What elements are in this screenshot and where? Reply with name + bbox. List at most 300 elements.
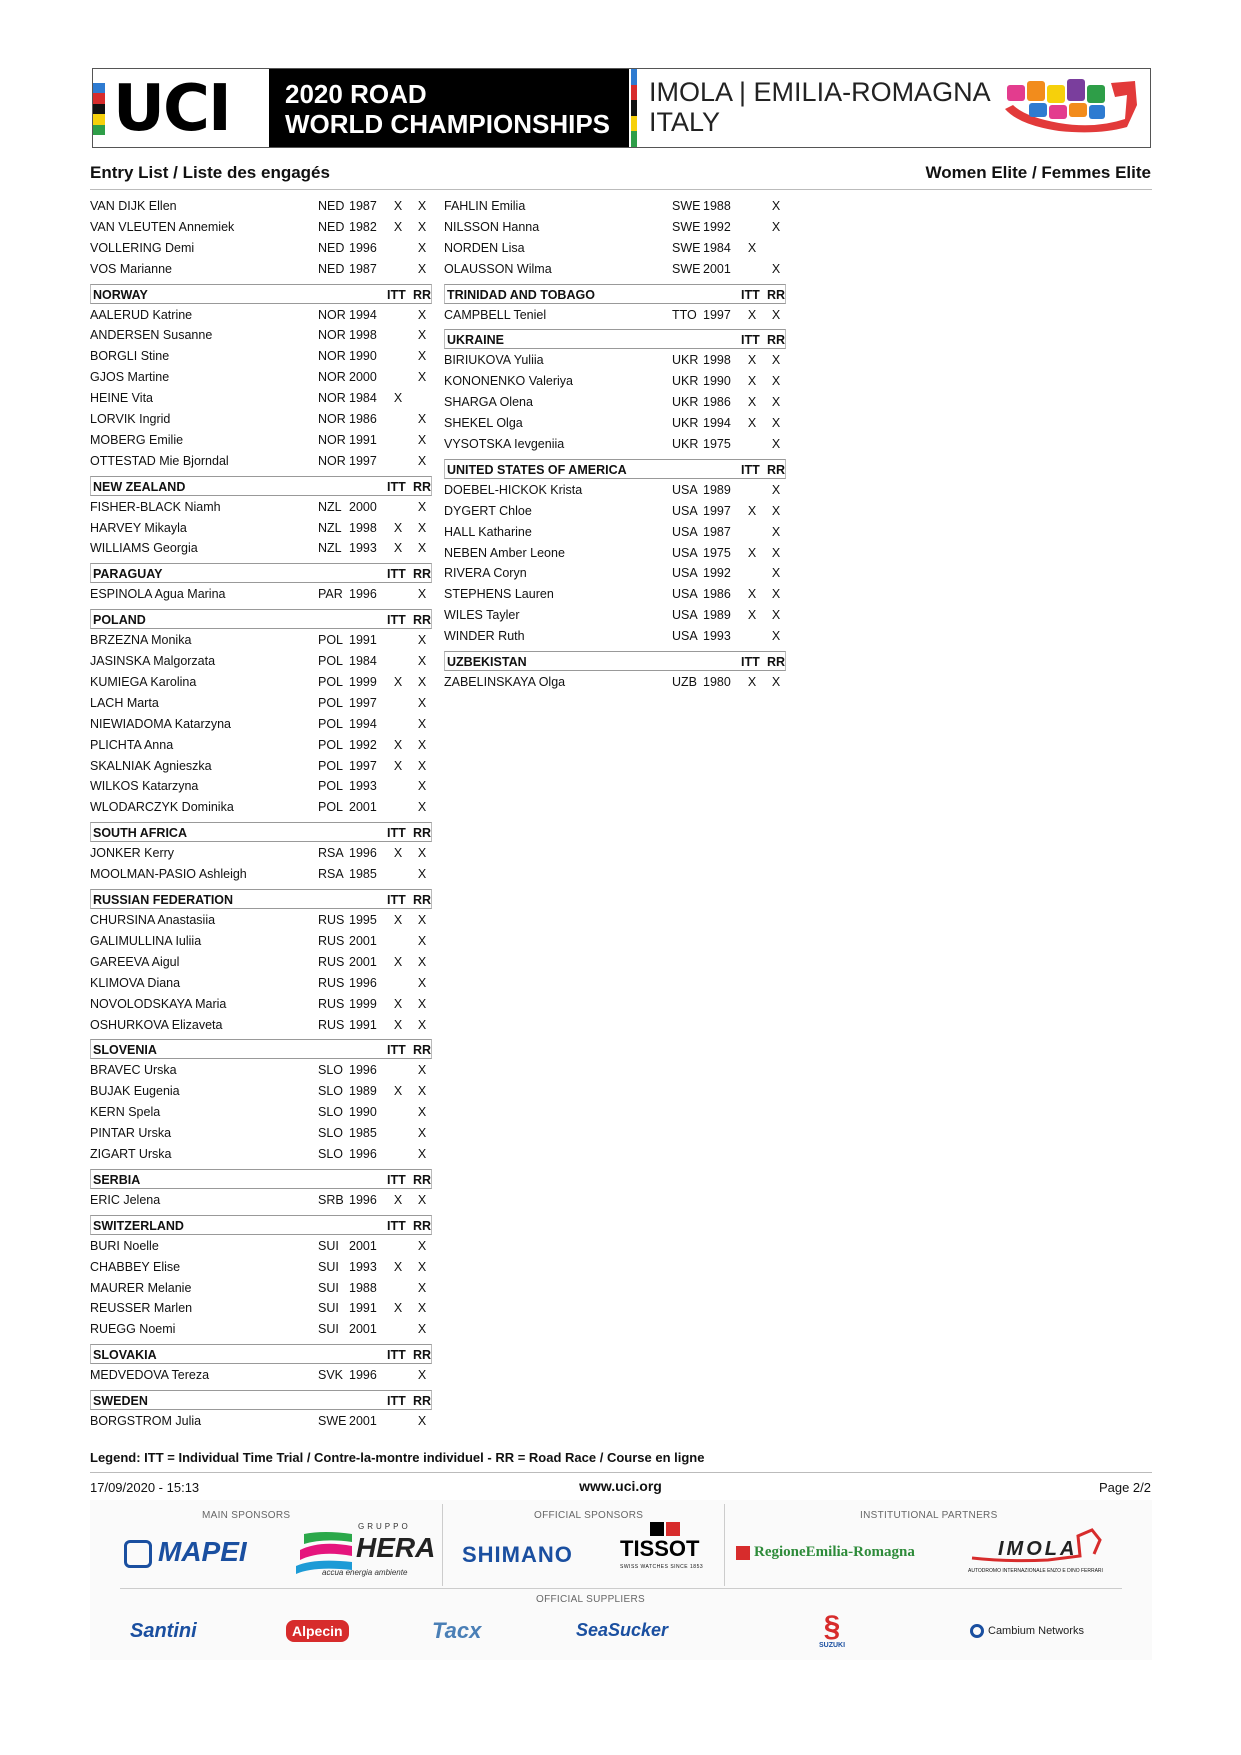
rider-birth-year: 1996 (349, 1192, 377, 1207)
rider-nation: RUS (318, 933, 345, 948)
rider-row (90, 864, 432, 885)
rr-mark: X (417, 219, 427, 234)
rider-birth-year: 1986 (349, 412, 377, 427)
rider-row (90, 217, 432, 238)
entry-list-title: Entry List / Liste des engagés (90, 163, 330, 182)
rider-birth-year: 1993 (349, 541, 377, 556)
rr-mark: X (417, 913, 427, 928)
rider-birth-year: 1987 (703, 524, 731, 539)
rider-row (90, 388, 432, 409)
rider-row (444, 238, 786, 259)
rr-mark: X (417, 328, 427, 343)
rider-name: KUMIEGA Karolina (90, 675, 197, 690)
rider-name: VAN DIJK Ellen (90, 199, 177, 213)
rider-row (90, 693, 432, 714)
tacx-logo: Tacx (432, 1618, 482, 1643)
rider-birth-year: 1987 (349, 261, 377, 276)
country-header (90, 284, 432, 304)
itt-mark: X (393, 520, 403, 535)
rr-mark: X (417, 499, 427, 514)
rider-nation: NED (318, 240, 345, 255)
rr-mark: X (417, 453, 427, 468)
rider-name: ZIGART Urska (90, 1146, 172, 1161)
event-location (649, 77, 991, 137)
rider-nation: NOR (318, 328, 346, 343)
rider-nation: RUS (318, 996, 345, 1011)
tissot-cross-icon (650, 1522, 664, 1536)
rr-mark: X (771, 353, 781, 368)
rider-birth-year: 1998 (349, 328, 377, 343)
rider-birth-year: 1991 (349, 633, 377, 648)
rider-row (90, 1365, 432, 1386)
itt-mark: X (393, 541, 403, 556)
seasucker-logo: SeaSucker (576, 1620, 669, 1640)
rider-row (90, 1015, 432, 1036)
itt-mark: X (747, 608, 757, 623)
rr-column-header: RR (413, 287, 432, 302)
rider-birth-year: 1999 (349, 996, 377, 1011)
rider-row (90, 735, 432, 756)
rider-row (90, 651, 432, 672)
rider-birth-year: 1975 (703, 437, 731, 452)
rider-nation: UKR (672, 374, 699, 389)
rr-column-header: RR (767, 333, 786, 348)
rr-mark: X (417, 654, 427, 669)
rr-mark: X (771, 307, 781, 322)
rider-birth-year: 1996 (349, 1146, 377, 1161)
country-name: NORWAY (93, 287, 148, 302)
rider-birth-year: 1997 (703, 307, 731, 322)
official-suppliers-label: OFFICIAL SUPPLIERS (536, 1594, 645, 1605)
rr-mark: X (417, 695, 427, 710)
rr-mark: X (417, 779, 427, 794)
rider-name: LORVIK Ingrid (90, 412, 171, 427)
rider-birth-year: 2001 (349, 954, 377, 969)
rider-nation: RSA (318, 867, 344, 882)
rider-nation: SUI (318, 1322, 339, 1337)
rider-row (444, 563, 786, 584)
rider-nation: RUS (318, 1017, 345, 1032)
rider-birth-year: 1998 (703, 353, 731, 368)
rr-mark: X (417, 520, 427, 535)
rider-birth-year: 1989 (703, 482, 731, 497)
rider-row (90, 518, 432, 539)
rider-row (90, 843, 432, 864)
rider-nation: SLO (318, 1146, 344, 1161)
rr-mark: X (417, 240, 427, 255)
event-title-line2: WORLD CHAMPIONSHIPS (285, 109, 610, 139)
rider-birth-year: 1996 (349, 1063, 377, 1078)
rider-name: DYGERT Chloe (444, 503, 532, 518)
country-name: RUSSIAN FEDERATION (93, 893, 234, 908)
country-header (444, 651, 786, 671)
rider-birth-year: 1990 (349, 1105, 377, 1120)
rider-nation: NOR (318, 307, 346, 322)
mapei-icon (124, 1540, 152, 1568)
country-header (90, 1215, 432, 1235)
rider-birth-year: 1993 (703, 629, 731, 644)
country-name: PARAGUAY (93, 567, 163, 582)
rider-row (444, 371, 786, 392)
regione-logo: RegioneEmilia-Romagna (736, 1544, 915, 1561)
rr-mark: X (771, 416, 781, 431)
rider-row (90, 196, 432, 217)
rider-nation: NED (318, 199, 345, 213)
rider-row (90, 259, 432, 280)
itt-mark: X (393, 737, 403, 752)
entry-column-left (90, 196, 432, 1432)
rider-name: GALIMULLINA Iuliia (90, 933, 202, 948)
rr-mark: X (417, 867, 427, 882)
rr-mark: X (417, 1192, 427, 1207)
rider-birth-year: 1986 (703, 395, 731, 410)
itt-column-header: ITT (387, 1348, 406, 1363)
rr-column-header: RR (413, 1218, 432, 1233)
rider-nation: USA (672, 566, 698, 581)
rider-birth-year: 2001 (703, 261, 731, 276)
event-title-block (269, 69, 629, 147)
rider-birth-year: 1996 (349, 975, 377, 990)
rr-mark: X (417, 996, 427, 1011)
country-header (90, 476, 432, 496)
rider-row (90, 305, 432, 326)
rider-row (444, 543, 786, 564)
country-header (90, 1169, 432, 1189)
rider-name: NIEWIADOMA Katarzyna (90, 716, 232, 731)
suzuki-icon: § (823, 1610, 841, 1643)
rider-name: MAURER Melanie (90, 1280, 192, 1295)
rr-mark: X (771, 219, 781, 234)
rr-mark: X (417, 587, 427, 602)
rider-row (90, 994, 432, 1015)
rider-nation: RUS (318, 954, 345, 969)
rider-row (90, 756, 432, 777)
rider-name: JASINSKA Malgorzata (90, 654, 216, 669)
rider-birth-year: 1988 (703, 199, 731, 213)
rr-column-header: RR (413, 1172, 432, 1187)
sponsor-divider (724, 1504, 725, 1586)
rider-birth-year: 1992 (349, 737, 377, 752)
rider-birth-year: 1997 (349, 758, 377, 773)
rr-mark: X (771, 503, 781, 518)
rr-mark: X (417, 1126, 427, 1141)
itt-mark: X (393, 219, 403, 234)
rider-row (90, 1236, 432, 1257)
rider-birth-year: 1984 (703, 240, 731, 255)
rr-mark: X (417, 1280, 427, 1295)
rider-name: CHURSINA Anastasiia (90, 913, 216, 928)
rider-birth-year: 1998 (349, 520, 377, 535)
event-location-line1: IMOLA | EMILIA-ROMAGNA (649, 77, 991, 107)
itt-mark: X (747, 416, 757, 431)
rider-nation: USA (672, 524, 698, 539)
sponsors-panel (90, 1500, 1152, 1660)
rider-name: HARVEY Mikayla (90, 520, 187, 535)
rider-nation: POL (318, 800, 344, 815)
rr-mark: X (417, 1105, 427, 1120)
rider-nation: SWE (318, 1414, 347, 1429)
rider-name: SHARGA Olena (444, 395, 533, 410)
itt-column-header: ITT (387, 479, 406, 494)
rider-nation: UZB (672, 675, 697, 690)
itt-mark: X (747, 374, 757, 389)
rider-name: MOOLMAN-PASIO Ashleigh (90, 867, 247, 882)
rider-nation: NOR (318, 349, 346, 364)
rider-nation: POL (318, 758, 344, 773)
country-name: SERBIA (93, 1172, 141, 1187)
rider-birth-year: 1985 (349, 867, 377, 882)
rider-birth-year: 2000 (349, 370, 377, 385)
rr-mark: X (417, 1238, 427, 1253)
uci-logo: UCI (113, 72, 230, 146)
rider-row (444, 305, 786, 326)
itt-column-header: ITT (387, 1218, 406, 1233)
rider-nation: RSA (318, 846, 344, 861)
rider-nation: NED (318, 219, 345, 234)
rr-mark: X (417, 432, 427, 447)
rider-row (90, 451, 432, 472)
country-header (90, 822, 432, 842)
rider-nation: NOR (318, 391, 346, 406)
rider-birth-year: 1995 (349, 913, 377, 928)
itt-mark: X (393, 996, 403, 1011)
rider-birth-year: 1990 (703, 374, 731, 389)
rider-birth-year: 1996 (349, 240, 377, 255)
rider-name: STEPHENS Lauren (444, 587, 554, 602)
rr-mark: X (771, 374, 781, 389)
rr-mark: X (417, 307, 427, 322)
rider-nation: SLO (318, 1063, 344, 1078)
rr-mark: X (771, 524, 781, 539)
itt-mark: X (393, 1084, 403, 1099)
header-divider (90, 189, 1152, 190)
itt-mark: X (393, 1192, 403, 1207)
rider-birth-year: 1984 (349, 391, 377, 406)
uci-website-link[interactable]: www.uci.org (579, 1478, 662, 1494)
rider-row (90, 672, 432, 693)
rr-mark: X (771, 629, 781, 644)
country-name: UNITED STATES OF AMERICA (447, 462, 627, 477)
rr-column-header: RR (767, 462, 786, 477)
rider-row (90, 1081, 432, 1102)
alpecin-logo: Alpecin (286, 1620, 349, 1642)
rider-name: ZABELINSKAYA Olga (444, 675, 566, 690)
rider-birth-year: 1989 (703, 608, 731, 623)
rider-nation: NOR (318, 453, 346, 468)
rider-name: WILKOS Katarzyna (90, 779, 199, 794)
rider-row (90, 630, 432, 651)
rider-name: RUEGG Noemi (90, 1322, 176, 1337)
official-sponsors-label: OFFICIAL SPONSORS (534, 1510, 644, 1521)
rider-name: KONONENKO Valeriya (444, 374, 573, 389)
rr-mark: X (417, 1017, 427, 1032)
rider-row (90, 367, 432, 388)
rider-name: HEINE Vita (90, 391, 153, 406)
sponsor-hr (120, 1588, 1122, 1589)
itt-mark: X (747, 675, 757, 690)
rider-nation: SRB (318, 1192, 344, 1207)
rider-name: PINTAR Urska (90, 1126, 172, 1141)
rider-nation: POL (318, 737, 344, 752)
rider-row (90, 346, 432, 367)
rider-name: AALERUD Katrine (90, 307, 193, 322)
rider-row (444, 196, 786, 217)
rider-row (90, 952, 432, 973)
country-name: TRINIDAD AND TOBAGO (447, 287, 595, 302)
hera-top: GRUPPO (358, 1522, 411, 1531)
rr-mark: X (771, 608, 781, 623)
rr-mark: X (417, 1301, 427, 1316)
tissot-logo: TISSOT SWISS WATCHES SINCE 1853 (612, 1522, 712, 1580)
rider-birth-year: 2001 (349, 1322, 377, 1337)
itt-mark: X (747, 503, 757, 518)
itt-column-header: ITT (741, 462, 760, 477)
rider-birth-year: 1992 (703, 219, 731, 234)
rider-nation: NED (318, 261, 345, 276)
country-name: UKRAINE (447, 333, 504, 348)
rr-column-header: RR (413, 893, 432, 908)
rr-mark: X (771, 675, 781, 690)
rider-name: DOEBEL-HICKOK Krista (444, 482, 583, 497)
rider-name: VYSOTSKA Ievgeniia (444, 437, 565, 452)
cambium-icon (970, 1624, 984, 1638)
country-header (90, 1390, 432, 1410)
rider-name: LACH Marta (90, 695, 159, 710)
rr-mark: X (417, 412, 427, 427)
rider-nation: RUS (318, 975, 345, 990)
header-banner (92, 68, 1151, 148)
rider-row (444, 413, 786, 434)
rider-birth-year: 2001 (349, 1238, 377, 1253)
rider-nation: SUI (318, 1280, 339, 1295)
rider-nation: SWE (672, 199, 701, 213)
rr-mark: X (417, 261, 427, 276)
rider-row (444, 259, 786, 280)
rider-nation: SLO (318, 1084, 344, 1099)
rider-nation: SLO (318, 1105, 344, 1120)
itt-mark: X (393, 391, 403, 406)
rider-row (90, 776, 432, 797)
rider-birth-year: 1984 (349, 654, 377, 669)
tissot-tagline: SWISS WATCHES SINCE 1853 (620, 1564, 704, 1570)
rider-name: FAHLIN Emilia (444, 199, 526, 213)
rr-column-header: RR (767, 287, 786, 302)
imola-tagline: AUTODROMO INTERNAZIONALE ENZO E DINO FERRARI (968, 1568, 1103, 1574)
rider-row (444, 522, 786, 543)
rider-birth-year: 1985 (349, 1126, 377, 1141)
itt-column-header: ITT (387, 613, 406, 628)
rider-nation: POL (318, 695, 344, 710)
itt-mark: X (393, 1017, 403, 1032)
rider-birth-year: 1988 (349, 1280, 377, 1295)
rider-row (90, 1319, 432, 1340)
rr-mark: X (417, 1259, 427, 1274)
rr-mark: X (771, 395, 781, 410)
country-header (444, 329, 786, 349)
rider-row (90, 931, 432, 952)
rider-name: CAMPBELL Teniel (444, 307, 547, 322)
rider-name: WILLIAMS Georgia (90, 541, 198, 556)
rider-name: FISHER-BLACK Niamh (90, 499, 221, 514)
itt-mark: X (747, 353, 757, 368)
suzuki-logo: § SUZUKI (812, 1612, 852, 1649)
rider-name: NEBEN Amber Leone (444, 545, 565, 560)
rider-nation: USA (672, 629, 698, 644)
rider-row (90, 409, 432, 430)
rr-mark: X (417, 1146, 427, 1161)
country-name: UZBEKISTAN (447, 655, 527, 670)
rider-nation: SWE (672, 261, 701, 276)
rr-mark: X (417, 933, 427, 948)
rider-birth-year: 2001 (349, 933, 377, 948)
rider-row (90, 714, 432, 735)
rider-nation: UKR (672, 353, 699, 368)
rr-mark: X (417, 199, 427, 213)
rr-mark: X (417, 800, 427, 815)
rider-name: MOBERG Emilie (90, 432, 184, 447)
rider-birth-year: 1982 (349, 219, 377, 234)
rider-nation: UKR (672, 395, 699, 410)
rr-column-header: RR (413, 1394, 432, 1409)
rider-row (90, 430, 432, 451)
rr-mark: X (417, 1368, 427, 1383)
rr-mark: X (771, 566, 781, 581)
rider-nation: SWE (672, 240, 701, 255)
rider-birth-year: 2001 (349, 1414, 377, 1429)
rider-name: SKALNIAK Agnieszka (90, 758, 212, 773)
sponsor-divider (442, 1504, 443, 1586)
rr-mark: X (417, 1414, 427, 1429)
footer-divider (90, 1472, 1152, 1473)
rider-birth-year: 1999 (349, 675, 377, 690)
rr-mark: X (771, 545, 781, 560)
rider-birth-year: 1989 (349, 1084, 377, 1099)
itt-column-header: ITT (387, 893, 406, 908)
rider-name: BURI Noelle (90, 1238, 159, 1253)
rr-column-header: RR (767, 655, 786, 670)
rider-row (90, 910, 432, 931)
rider-birth-year: 1994 (349, 307, 377, 322)
rider-nation: POL (318, 779, 344, 794)
itt-column-header: ITT (387, 567, 406, 582)
itt-column-header: ITT (387, 1394, 406, 1409)
rider-nation: SLO (318, 1126, 344, 1141)
rider-nation: USA (672, 545, 698, 560)
rider-row (444, 605, 786, 626)
rider-row (90, 1298, 432, 1319)
rider-name: KLIMOVA Diana (90, 975, 181, 990)
country-name: SLOVAKIA (93, 1348, 157, 1363)
country-header (444, 459, 786, 479)
rider-birth-year: 1986 (703, 587, 731, 602)
imola-logo: IMOLA AUTODROMO INTERNAZIONALE ENZO E DINO FERRARI (968, 1526, 1108, 1580)
rider-row (90, 1060, 432, 1081)
rider-nation: POL (318, 675, 344, 690)
rr-mark: X (417, 541, 427, 556)
rr-mark: X (417, 675, 427, 690)
rr-mark: X (771, 199, 781, 213)
rider-nation: SUI (318, 1238, 339, 1253)
rr-mark: X (417, 975, 427, 990)
rr-column-header: RR (413, 1348, 432, 1363)
rider-nation: USA (672, 608, 698, 623)
rider-row (444, 217, 786, 238)
itt-column-header: ITT (387, 287, 406, 302)
rr-mark: X (417, 716, 427, 731)
event-title-line1: 2020 ROAD (285, 79, 427, 109)
rider-row (90, 238, 432, 259)
emilia-romagna-region-icon (999, 75, 1145, 141)
